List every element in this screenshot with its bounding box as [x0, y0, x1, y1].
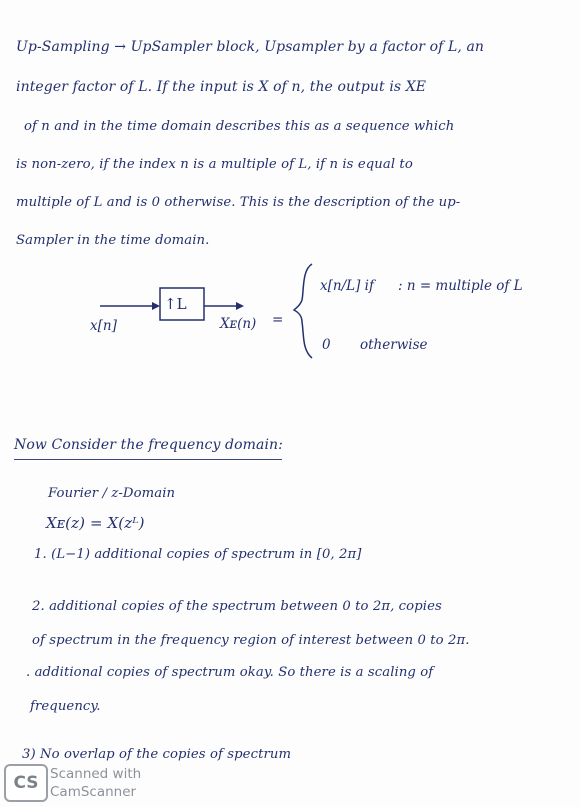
equals-sign: = — [272, 312, 284, 328]
input-label: x[n] — [90, 318, 117, 334]
paragraph-line-4: is non-zero, if the index n is a multiple of L, if n is equal to — [16, 157, 413, 172]
list-item-3: 3) No overlap of the copies of spectrum — [22, 747, 292, 762]
watermark-line-2: CamScanner — [50, 784, 137, 800]
watermark-line-1: Scanned with — [50, 766, 142, 782]
block-label: ↑L — [164, 295, 187, 313]
camscanner-logo: CS — [4, 764, 48, 802]
input-arrowhead — [152, 302, 160, 310]
list-item-2-line-1: 2. additional copies of the spectrum between 0 to 2π, copies — [32, 599, 442, 614]
case-2-condition: otherwise — [360, 337, 428, 353]
case-2-expression: 0 — [322, 337, 331, 353]
list-item-2-line-4: frequency. — [30, 699, 101, 714]
paragraph-line-6: Sampler in the time domain. — [16, 233, 210, 248]
output-arrowhead — [236, 302, 244, 310]
output-label: Xᴇ(n) — [220, 316, 257, 332]
list-item-2-line-2: of spectrum in the frequency region of interest between 0 to 2π. — [32, 633, 470, 648]
frequency-equation: Xᴇ(z) = X(zᴸ) — [46, 514, 145, 532]
case-1-expression: x[n/L] if — [320, 278, 374, 294]
subheading: Fourier / z-Domain — [48, 486, 176, 501]
upsampler-diagram — [0, 250, 580, 370]
paragraph-line-3: of n and in the time domain describes this as a sequence which — [24, 119, 455, 134]
section-heading: Now Consider the frequency domain: — [14, 437, 283, 453]
heading-underline — [14, 459, 282, 460]
list-item-2-line-3: . additional copies of spectrum okay. So there is a scaling of — [26, 665, 434, 680]
piecewise-brace — [294, 264, 312, 358]
paragraph-line-1: Up-Sampling → UpSampler block, Upsampler by a factor of L, an — [16, 39, 485, 55]
paragraph-line-2: integer factor of L. If the input is X of n, the output is XE — [16, 79, 427, 95]
paragraph-line-5: multiple of L and is 0 otherwise. This is the description of the up- — [16, 195, 461, 210]
case-1-condition: : n = multiple of L — [398, 278, 523, 294]
list-item-1: 1. (L−1) additional copies of spectrum in [0, 2π] — [34, 547, 362, 562]
